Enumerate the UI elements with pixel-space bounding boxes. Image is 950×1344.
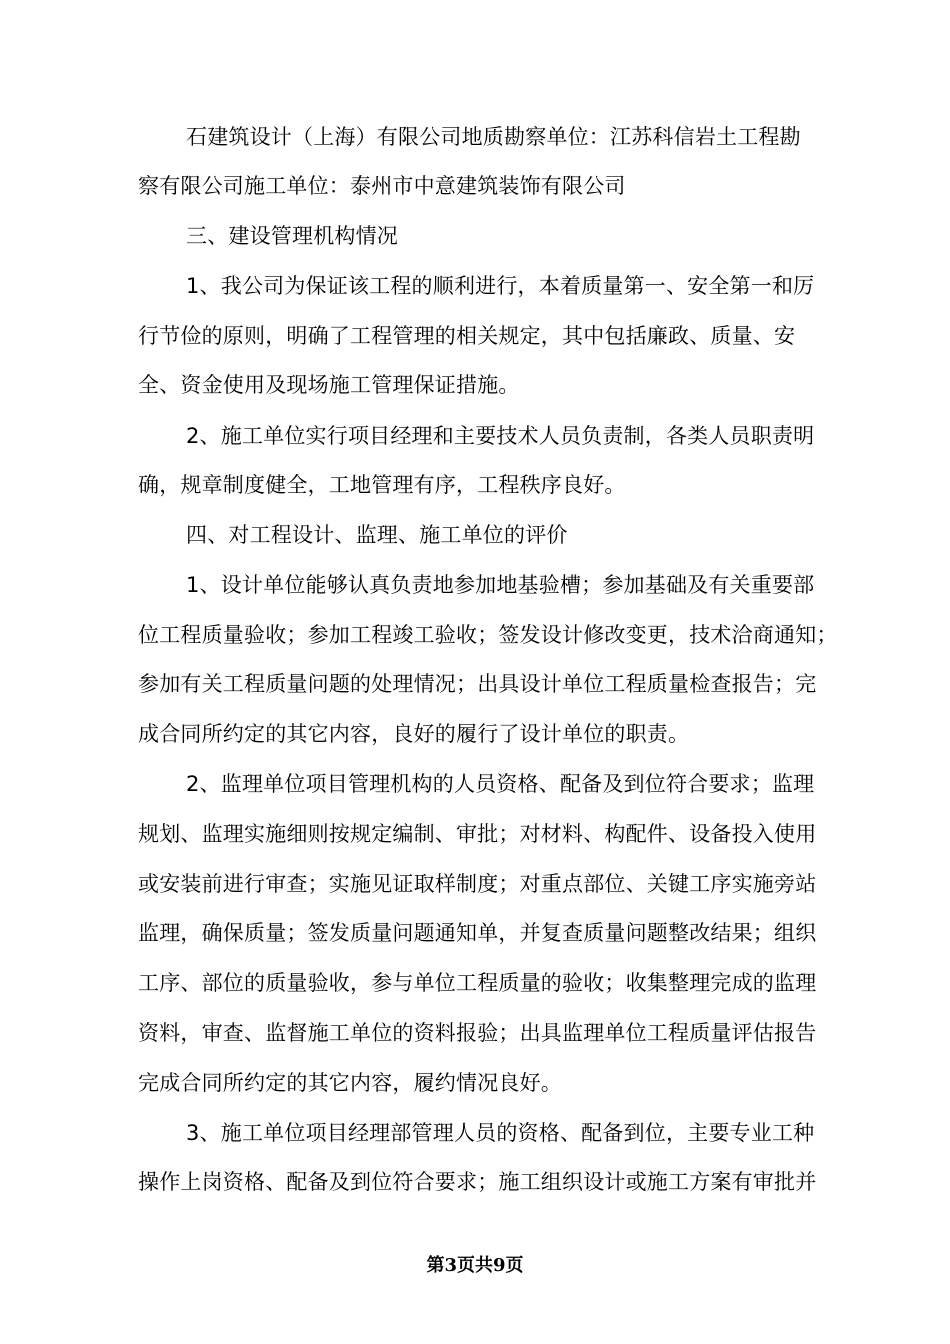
paragraph-line: 2、监理单位项目管理机构的人员资格、配备及到位符合要求；监理 [186, 772, 815, 796]
paragraph-line: 全、资金使用及现场施工管理保证措施。 [138, 373, 520, 397]
paragraph-line: 参加有关工程质量问题的处理情况；出具设计单位工程质量检查报告；完 [138, 672, 817, 696]
page-number-footer: 第3页共9页 [426, 1255, 524, 1276]
paragraph-line: 石建筑设计（上海）有限公司地质勘察单位：江苏科信岩土工程勘 [186, 125, 801, 149]
paragraph-line: 规划、监理实施细则按规定编制、审批；对材料、构配件、设备投入使用 [138, 822, 817, 846]
section-heading: 四、对工程设计、监理、施工单位的评价 [186, 523, 568, 547]
paragraph-line: 资料，审查、监督施工单位的资料报验；出具监理单位工程质量评估报告 [138, 1021, 817, 1045]
section-heading: 三、建设管理机构情况 [186, 224, 398, 248]
paragraph-line: 1、设计单位能够认真负责地参加地基验槽；参加基础及有关重要部 [186, 573, 815, 597]
paragraph-line: 2、施工单位实行项目经理和主要技术人员负责制，各类人员职责明 [186, 424, 815, 448]
paragraph-line: 行节俭的原则，明确了工程管理的相关规定，其中包括廉政、质量、安 [138, 324, 796, 348]
paragraph-line: 操作上岗资格、配备及到位符合要求；施工组织设计或施工方案有审批并 [138, 1170, 817, 1194]
paragraph-line: 1、我公司为保证该工程的顺利进行，本着质量第一、安全第一和厉 [186, 274, 815, 298]
paragraph-line: 工序、部位的质量验收，参与单位工程质量的验收；收集整理完成的监理 [138, 971, 817, 995]
paragraph-line: 完成合同所约定的其它内容，履约情况良好。 [138, 1071, 562, 1095]
paragraph-line: 位工程质量验收；参加工程竣工验收；签发设计修改变更，技术洽商通知； [138, 623, 838, 647]
paragraph-line: 成合同所约定的其它内容，良好的履行了设计单位的职责。 [138, 722, 690, 746]
paragraph-line: 确，规章制度健全，工地管理有序，工程秩序良好。 [138, 473, 626, 497]
paragraph-line: 监理，确保质量；签发质量问题通知单，并复查质量问题整改结果；组织 [138, 921, 817, 945]
paragraph-line: 3、施工单位项目经理部管理人员的资格、配备到位，主要专业工种 [186, 1121, 815, 1145]
paragraph-line: 察有限公司施工单位：泰州市中意建筑装饰有限公司 [138, 174, 626, 198]
paragraph-line: 或安装前进行审查；实施见证取样制度；对重点部位、关键工序实施旁站 [138, 872, 817, 896]
